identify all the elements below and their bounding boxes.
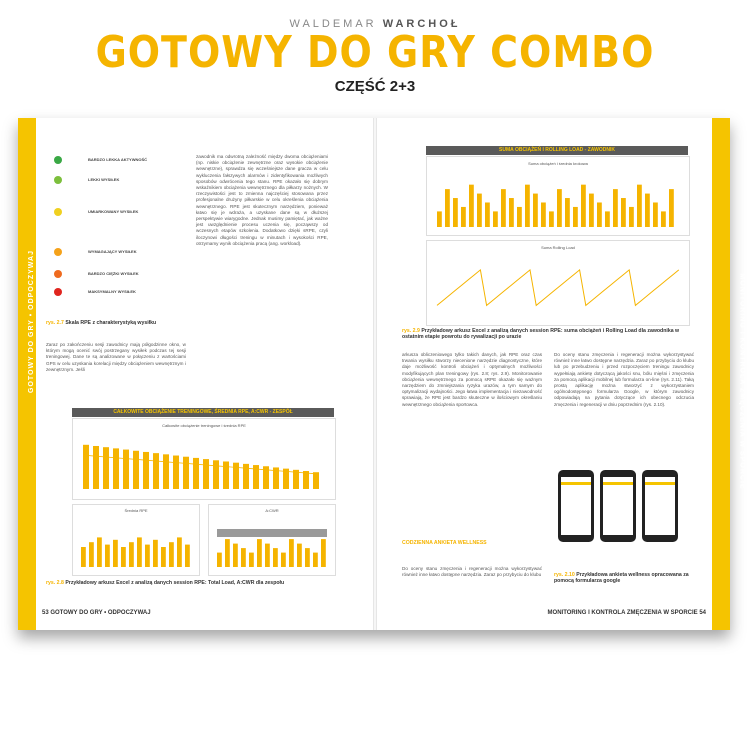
chart-bar: [113, 540, 118, 567]
fig-210-caption: rys. 2.10 Przykładowa ankieta wellness opracowana za pomocą formularza google: [554, 572, 689, 584]
chart-bar: [153, 540, 158, 567]
right-footer: MONITORING I KONTROLA ZMĘCZENIA W SPORCIE 54: [547, 610, 706, 616]
chart-bar: [517, 207, 522, 227]
chart-bar: [83, 445, 89, 489]
chart-bar: [597, 202, 602, 227]
chart-bar: [549, 211, 554, 227]
rpe-label: MAKSYMALNY WYSIŁEK: [88, 289, 136, 294]
chart-bar: [303, 471, 309, 489]
chart-bar: [223, 461, 229, 489]
rpe-label: UMIARKOWANY WYSIŁEK: [88, 209, 139, 214]
chart-bar: [313, 472, 319, 489]
chart-bar: [103, 447, 109, 489]
chart-bar: [661, 211, 666, 227]
chart-bar: [469, 185, 474, 227]
chart-28c-title: A:CWR: [265, 508, 279, 513]
phone-mockup-2: [600, 470, 636, 542]
rpe-level-8: [54, 270, 62, 278]
chart-28b-title: Średnia RPE: [124, 508, 148, 513]
chart-bar: [589, 194, 594, 227]
book-subtitle: CZĘŚĆ 2+3: [334, 78, 416, 95]
author-name: WALDEMAR WARCHOŁ: [289, 18, 461, 30]
chart-bar: [153, 453, 159, 489]
chart-line: [437, 270, 679, 306]
rpe-level-2: [54, 176, 62, 184]
fig-28-caption: rys. 2.8 Przykładowy arkusz Excel z analizą danych session RPE: Total Load, A:CWR dla zespołu: [46, 580, 285, 586]
chart-bar: [161, 547, 166, 567]
chart-bar: [629, 207, 634, 227]
chart-28b: [72, 504, 200, 576]
chart-bar: [137, 537, 142, 567]
rpe-level-1: [54, 156, 62, 164]
chart-bar: [313, 553, 318, 567]
chart-bar: [213, 460, 219, 489]
chart-bar: [605, 211, 610, 227]
chart-bar: [257, 539, 262, 567]
chart-bar: [493, 211, 498, 227]
chart-bar: [501, 189, 506, 227]
rpe-label: WYMAGAJĄCY WYSIŁEK: [88, 249, 137, 254]
chart-bar: [573, 207, 578, 227]
left-col1-text: Zaraz po zakończeniu sesji zawodnicy mają półgodzinne okno, w którym mogą ocenić swój postrzegany wysiłek podczas tej sesji treningowej. Dane te są analizowane w połączeniu z wartościami GPS w celu uzyskania korelacji między obciążeniem wewnętrznym i zewnętrznym. Jeśli: [46, 342, 186, 372]
chart-bar: [89, 542, 94, 567]
chart-bar: [485, 202, 490, 227]
chart-bar: [123, 450, 129, 489]
left-side-band: GOTOWY DO GRY • ODPOCZYWAJ: [18, 118, 36, 630]
chart-bar: [653, 202, 658, 227]
chart-bar: [193, 458, 199, 489]
chart-29a: [426, 156, 690, 236]
chart-bar: [265, 544, 270, 567]
rpe-level-4: [54, 208, 62, 216]
chart-bar: [305, 548, 310, 567]
wellness-heading: CODZIENNA ANKIETA WELLNESS: [402, 540, 487, 546]
acwr-band: [217, 529, 327, 537]
rpe-level-10: [54, 288, 62, 296]
fig-27-caption: rys. 2.7 Skala RPE z charakterystyką wysiłku: [46, 320, 157, 326]
chart-bar: [445, 189, 450, 227]
chart-bar: [169, 542, 174, 567]
chart-bar: [233, 463, 239, 489]
right-col1-text: arkusza obliczeniowego tylko takich danych, jak RPE oraz czas trwania wysiłku stworzy niecenione narzędzie diagnostyczne, które daje możliwość kontroli obciążeń i optymalnych możliwości modyfikujących plan treningowy (rys. 2.8; rys. 2.9). Monitorowanie obciążenia wewnętrznego za pomocą sRPE okazało się ważnym narzędziem do zmniejszania ryzyka urazów, a tym samym do optymalizacji wydajności. Jego łatwa implementacja i niezawodność sprawiają, że RPE jest bardzo skuteczne w ilościowym określaniu wewnętrznego obciążenia sportowca.: [402, 352, 542, 407]
panel-29-title: SUMA OBCIĄŻEŃ I ROLLING LOAD - ZAWODNIK: [426, 146, 688, 155]
chart-bar: [185, 545, 190, 567]
chart-bar: [453, 198, 458, 227]
left-col2-text: zawodnik ma odwrotną zależność między dwoma obciążeniami (np. niskie obciążenie zewnętrzne oraz wysokie obciążenie wewnętrzne), sprawdza się wcześniejsze dane gracza w celu wykluczenia fałszywych alarmów i zidentyfikowania możliwych sposobów odwrócenia tego stanu. RPE okazało się dobrym wskaźnikiem obciążenia wewnętrznego dla piłkarzy nożnych. W rzeczywistości jest to zmienna najczęściej stosowana przez profesjonalne drużyny piłkarskie w celu określenia obciążenia wewnętrznego. RPE jest skutecznym narzędziem, ponieważ łatwo się je wdraża, a uzyskane dane są w dłuższej perspektywie wiarygodne. Jednak musimy pamiętać, jak ważne jest uwzględnienie procesu uczenia się, począwszy od wczesnych etapów szkolenia. Dodatkowo dzięki sRPE, czyli iloczynowi długości treningu w minutach i wysokości RPE, otrzymamy wynik obciążenia pracą (ang. workload).: [196, 154, 328, 246]
right-col2-text: Do oceny stanu zmęczenia i regeneracji można wykorzystywać również inne łatwo dostępne narzędzia. Zaraz po przybyciu do klubu lub po przebudzeniu i przed rozpoczęciem treningu zawodnicy wypełniają ankietę dotyczącą jakości snu, bólu mięśni i zmęczenia za pomocą aplikacji mobilnej lub formularza on-line (rys. 2.11). Taką prostą aplikację można stworzyć z wykorzystaniem ogólnodostępnego formularza Google, w którym zawodnicy odpowiadają na pytania dotyczące ich obecnego odczucia zmęczenia i regeneracji w dniu poprzednim (rys. 2.10).: [554, 352, 694, 407]
book-spread: [18, 118, 746, 630]
chart-bar: [225, 539, 230, 567]
chart-bar: [93, 446, 99, 489]
chart-bar: [461, 207, 466, 227]
chart-bar: [477, 194, 482, 227]
chart-bar: [289, 539, 294, 567]
chart-bar: [145, 545, 150, 567]
chart-bar: [97, 537, 102, 567]
chart-bar: [565, 198, 570, 227]
chart-bar: [203, 459, 209, 489]
chart-bar: [525, 185, 530, 227]
chart-bar: [637, 185, 642, 227]
chart-bar: [321, 539, 326, 567]
chart-bar: [177, 537, 182, 567]
chart-28a-svg: [73, 419, 335, 499]
chart-bar: [613, 189, 618, 227]
rpe-scale: [54, 156, 184, 306]
chart-bar: [437, 211, 442, 227]
chart-28a: [72, 418, 336, 500]
chart-29b: [426, 240, 690, 326]
chart-bar: [509, 198, 514, 227]
chart-bar: [645, 194, 650, 227]
chart-bar: [129, 542, 134, 567]
book-title: GOTOWY DO GRY COMBO: [95, 26, 655, 78]
chart-bar: [121, 547, 126, 567]
chart-bar: [241, 548, 246, 567]
rpe-label: BARDZO LEKKA AKTYWNOŚĆ: [88, 157, 148, 162]
fig-29-caption: rys. 2.9 Przykładowy arkusz Excel z analizą danych session RPE: suma obciążeń i Rolling Load dla zawodnika w ostatnim etapie powrotu do rywalizacji po urazie: [402, 328, 680, 340]
chart-bar: [133, 451, 139, 489]
phone-mockup-1: [558, 470, 594, 542]
left-footer: 53 GOTOWY DO GRY • ODPOCZYWAJ: [42, 610, 151, 616]
chart-29a-title: Suma obciążeń i średnia krokowa: [528, 161, 588, 166]
chart-bar: [233, 544, 238, 567]
chart-bar: [297, 544, 302, 567]
chart-bar: [249, 553, 254, 567]
chart-29b-title: Suma Rolling Load: [541, 245, 575, 250]
rpe-label: BARDZO CIĘŻKI WYSIŁEK: [88, 271, 139, 276]
phone-mockup-3: [642, 470, 678, 542]
chart-line: [86, 455, 316, 473]
chart-bar: [105, 545, 110, 567]
chart-bar: [281, 553, 286, 567]
chart-28a-title: Całkowite obciążenie treningowe i średnia RPE: [162, 423, 246, 428]
chart-bar: [533, 194, 538, 227]
chart-bar: [621, 198, 626, 227]
chart-bar: [217, 553, 222, 567]
chart-bar: [183, 457, 189, 489]
rpe-level-6: [54, 248, 62, 256]
chart-28c: [208, 504, 336, 576]
chart-bar: [541, 202, 546, 227]
chart-bar: [557, 189, 562, 227]
book-spine: [373, 118, 377, 630]
right-col1-text-b: Do oceny stanu zmęczenia i regeneracji można wykorzystywać również inne łatwo dostępne narzędzia. Zaraz po przybyciu do klubu: [402, 566, 542, 578]
chart-bar: [81, 547, 86, 567]
chart-bar: [273, 548, 278, 567]
chart-bar: [173, 456, 179, 489]
panel-28-title: CAŁKOWITE OBCIĄŻENIE TRENINGOWE, ŚREDNIA RPE, A:CWR - ZESPÓŁ: [72, 408, 334, 417]
chart-bar: [581, 185, 586, 227]
rpe-label: LEKKI WYSIŁEK: [88, 177, 120, 182]
chart-bar: [113, 448, 119, 489]
chart-bar: [163, 454, 169, 489]
chart-bar: [669, 189, 674, 227]
chart-bar: [143, 452, 149, 489]
right-side-band: MONITORING I KONTROLA ZMĘCZENIA W SPORCIE: [712, 118, 730, 630]
